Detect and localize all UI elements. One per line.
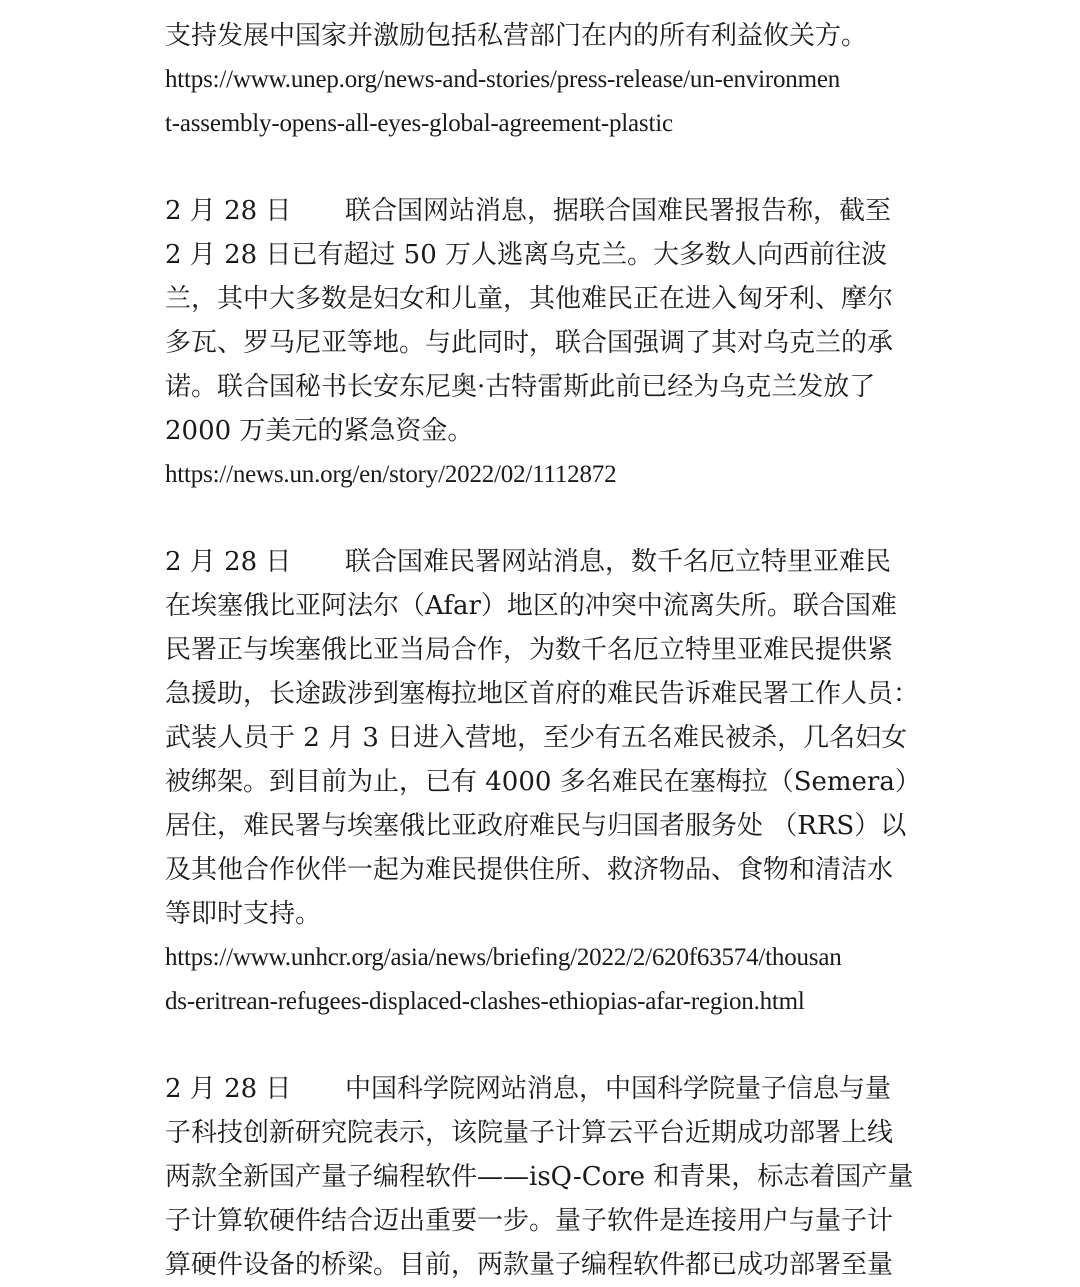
paragraph-line: 诺。联合国秘书长安东尼奥·古特雷斯此前已经为乌克兰发放了 <box>165 372 876 402</box>
source-url[interactable]: https://www.unep.org/news-and-stories/press-release/un-environmen <box>165 66 841 93</box>
paragraph-line: 联合国网站消息，据联合国难民署报告称，截至 <box>345 196 892 226</box>
news-entry <box>165 540 925 1024</box>
source-url[interactable]: https://news.un.org/en/story/2022/02/1112872 <box>165 461 617 488</box>
paragraph-line: 民署正与埃塞俄比亚当局合作，为数千名厄立特里亚难民提供紧 <box>165 635 894 665</box>
paragraph-line: 2000 万美元的紧急资金。 <box>165 416 474 446</box>
paragraph-line: 2 月 28 日已有超过 50 万人逃离乌克兰。大多数人向西前往波 <box>165 240 888 270</box>
source-url[interactable]: ds-eritrean-refugees-displaced-clashes-ethiopias-afar-region.html <box>165 988 805 1015</box>
paragraph-line: 中国科学院网站消息，中国科学院量子信息与量 <box>345 1074 892 1104</box>
paragraph-line: 被绑架。到目前为止，已有 4000 多名难民在塞梅拉（Semera） <box>165 767 921 797</box>
paragraph-line: 两款全新国产量子编程软件——isQ-Core 和青果，标志着国产量 <box>165 1162 914 1192</box>
source-url[interactable]: https://www.unhcr.org/asia/news/briefing/2022/2/620f63574/thousan <box>165 944 842 971</box>
entry-date: 2 月 28 日 <box>165 1074 292 1104</box>
entry-date: 2 月 28 日 <box>165 196 292 226</box>
paragraph-line: 算硬件设备的桥梁。目前，两款量子编程软件都已成功部署至量 <box>165 1250 894 1280</box>
paragraph-line: 急援助，长途跋涉到塞梅拉地区首府的难民告诉难民署工作人员： <box>165 679 920 709</box>
document-page <box>165 0 925 1287</box>
paragraph-line: 居住，难民署与埃塞俄比亚政府难民与归国者服务处 （RRS）以 <box>165 811 907 841</box>
entry-date: 2 月 28 日 <box>165 547 292 577</box>
paragraph-line: 子科技创新研究院表示，该院量子计算云平台近期成功部署上线 <box>165 1118 894 1148</box>
paragraph-line: 兰，其中大多数是妇女和儿童，其他难民正在进入匈牙利、摩尔 <box>165 284 894 314</box>
paragraph-line: 武装人员于 2 月 3 日进入营地，至少有五名难民被杀，几名妇女 <box>165 723 908 753</box>
news-entry <box>165 189 925 497</box>
paragraph-line: 在埃塞俄比亚阿法尔（Afar）地区的冲突中流离失所。联合国难 <box>165 591 897 621</box>
paragraph-line: 等即时支持。 <box>165 899 322 929</box>
entry-continuation <box>165 0 925 146</box>
source-url[interactable]: t-assembly-opens-all-eyes-global-agreement-plastic <box>165 110 673 137</box>
paragraph-line: 支持发展中国家并激励包括私营部门在内的所有利益攸关方。 <box>165 21 868 51</box>
paragraph-line: 联合国难民署网站消息，数千名厄立特里亚难民 <box>345 547 892 577</box>
paragraph-line: 多瓦、罗马尼亚等地。与此同时，联合国强调了其对乌克兰的承 <box>165 328 894 358</box>
paragraph-line: 及其他合作伙伴一起为难民提供住所、救济物品、食物和清洁水 <box>165 855 894 885</box>
paragraph-line: 子计算软硬件结合迈出重要一步。量子软件是连接用户与量子计 <box>165 1206 894 1236</box>
news-entry <box>165 1067 925 1287</box>
